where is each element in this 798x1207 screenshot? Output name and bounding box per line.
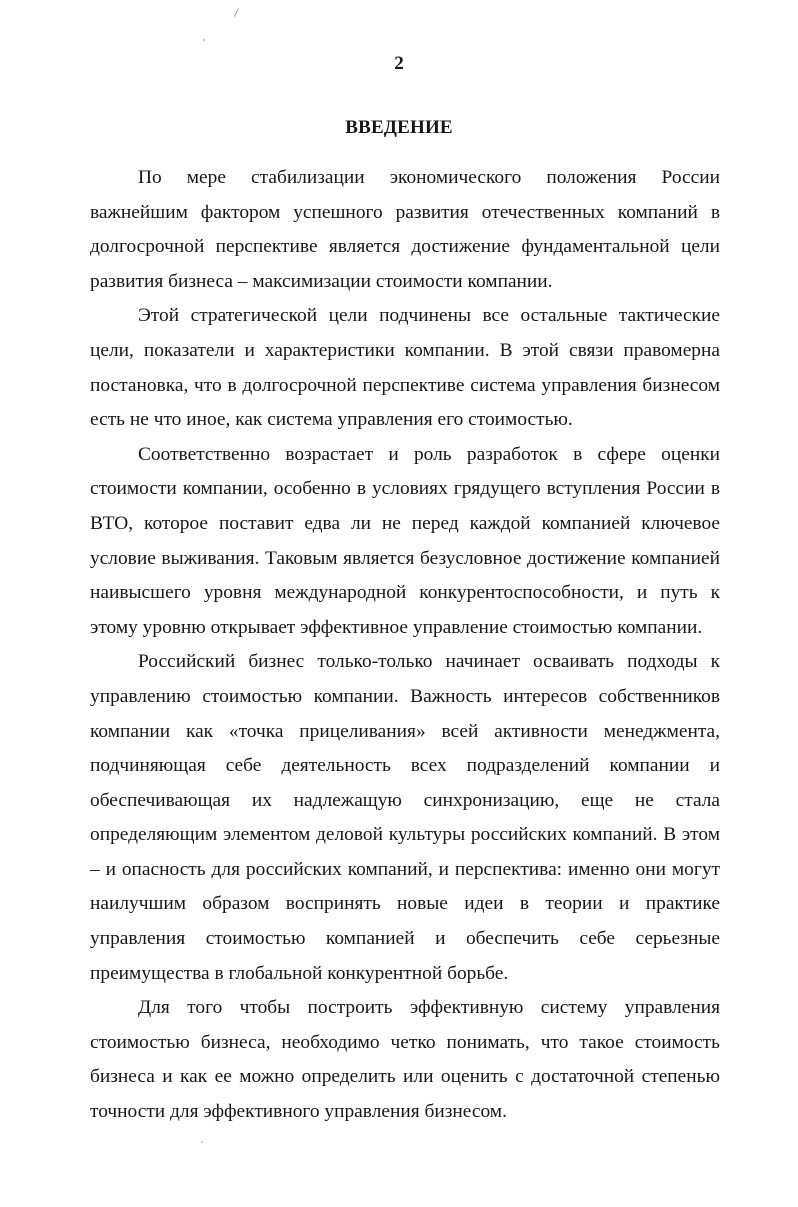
document-body (90, 161, 720, 1130)
paragraph: Соответственно возрастает и роль разработок в сфере оценки стоимости компании, особенно в условиях грядущего вступления России в ВТО, которое поставит едва ли не перед каждой компанией ключевое условие выживания. Таковым является безусловное достижение компанией наивысшего уровня международной конкурентоспособности, и путь к этому уровню открывает эффективное управление стоимостью компании. (90, 443, 720, 638)
paragraph: Российский бизнес только-только начинает осваивать подходы к управлению стоимостью компании. Важность интересов собственников компании как «точка прицеливания» всей активности менеджмента, подчиняющая себе деятельность всех подразделений компании и обеспечивающая их надлежащую синхронизацию, еще не стала определяющим элементом деловой культуры российских компаний. В этом – и опасность для российских компаний, и перспектива: именно они могут наилучшим образом воспринять новые идеи в теории и практике управления стоимостью компанией и обеспечить себе серьезные преимущества в глобальной конкурентной борьбе. (90, 651, 720, 984)
paragraph: Этой стратегической цели подчинены все остальные тактические цели, показатели и характеристики компании. В этой связи правомерна постановка, что в долгосрочной перспективе система управления бизнесом есть не что иное, как система управления его стоимостью. (90, 305, 720, 431)
paragraph: По мере стабилизации экономического положения России важнейшим фактором успешного развития отечественных компаний в долгосрочной перспективе является достижение фундаментальной цели развития бизнеса – максимизации стоимости компании. (90, 167, 720, 292)
page-number: 2 (394, 53, 404, 74)
scan-artifact-mark (234, 8, 239, 17)
scan-artifact-dot (201, 1141, 203, 1143)
paragraph: Для того чтобы построить эффективную систему управления стоимостью бизнеса, необходимо четко понимать, что такое стоимость бизнеса и как ее можно определить или оценить с достаточной степенью точности для эффективного управления бизнесом. (90, 997, 720, 1123)
section-title: ВВЕДЕНИЕ (345, 117, 453, 138)
scan-artifact-dot (203, 39, 205, 41)
